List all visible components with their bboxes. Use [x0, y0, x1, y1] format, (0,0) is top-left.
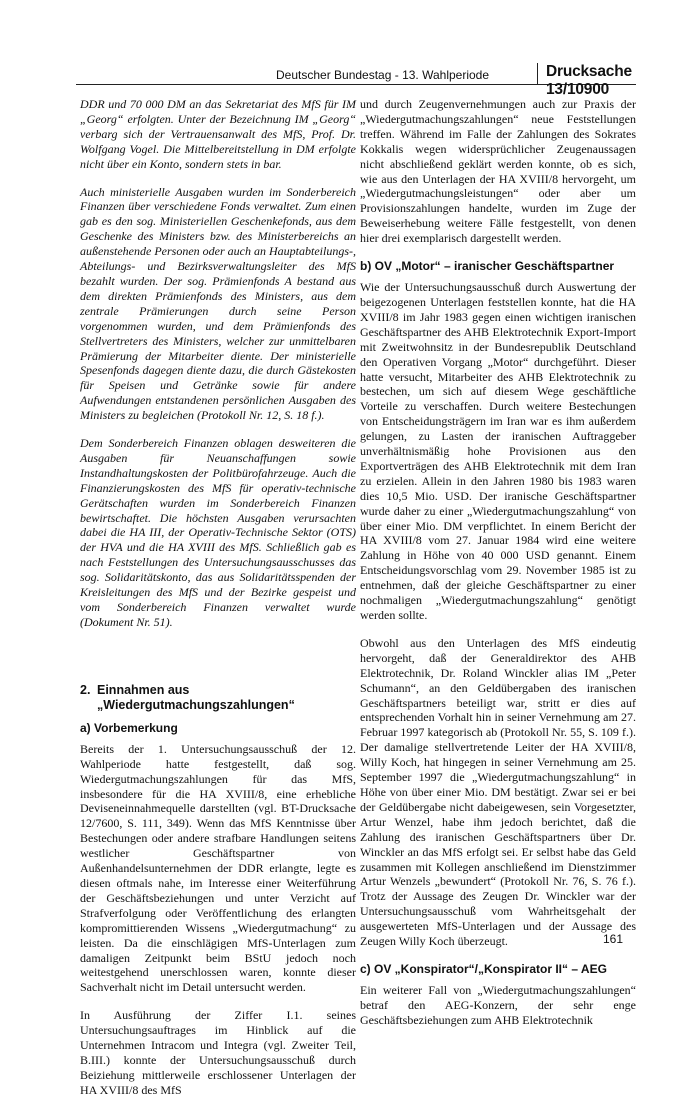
subheading-c: c) OV „Konspirator“/„Konspirator II“ – AEG [360, 961, 607, 976]
left-paragraph-5: In Ausführung der Ziffer I.1. seines Untersuchungsauftrages im Hinblick auf die Unternehmen Intracom und Integra (vgl. Zweiter Teil, B.III.) konnte der Untersuchungsausschuß durch Beiziehung mittlerweile erschlossener Unterlagen der HA XVIII/8 des MfS [80, 1008, 356, 1097]
left-paragraph-2: Auch ministerielle Ausgaben wurden im Sonderbereich Finanzen über verschiedene Fonds verwaltet. Zum einen gab es den sog. Ministeriellen Geschenkefonds, aus dem Geschenke des Ministers bzw. des Ministerbereichs an außenstehende Personen oder auch an Hauptabteilungs-, Abteilungs- und Bezirksverwaltungsleiter des MfS bezahlt wurden. Der sog. Prämienfonds A bestand aus dem direkten Prämienfonds des Ministers, aus dem zentrale Prämierungen durch seine Person vorgenommen wurden, und dem Prämienfonds des Stellvertreters des Ministers, welcher zur unmittelbaren Prämierung der Mitarbeiter diente. Der ministerielle Spesenfonds dagegen diente dazu, die durch Gästekosten für Speisen und Getränke sowie für andere Aufwendungen entstandenen persönlichen Ausgaben des Ministers zu begleichen (Protokoll Nr. 12, S. 18 f.). [80, 184, 356, 423]
left-paragraph-4: Bereits der 1. Untersuchungsausschuß der 12. Wahlperiode hatte festgestellt, daß sog. Wiedergutmachungszahlungen für das MfS, insbesondere für die HA XVIII/8, eine erhebliche Deviseneinnahmequelle darstellten (vgl. BT-Drucksache 12/7600, S. 111, 349). Wenn das MfS Kenntnisse über Bestechungen oder andere strafbare Handlungen seitens westlicher Geschäftspartner von Außenhandelsunternehmen der DDR erlangte, legte es diesen oftmals nahe, im Interesse einer Weiterführung der Geschäftsbeziehungen und unter Verzicht auf Strafverfolgung oder Veröffentlichung des erlangten kompromittierenden Wissens „Wiedergutmachung“ zu leisten. Da die einschlägigen MfS-Unterlagen zum damaligen Zeitpunkt beim BStU jedoch noch weitestgehend unerschlossen waren, konnte dieser Sachverhalt nicht im Detail untersucht werden. [80, 741, 356, 995]
section-title-line-1: Einnahmen aus [97, 682, 190, 697]
subheading-b: b) OV „Motor“ – iranischer Geschäftspartner [360, 259, 615, 274]
page-header [76, 60, 636, 98]
section-title-line-2: „Wiedergutmachungszahlungen“ [97, 697, 295, 712]
section-title [97, 683, 295, 713]
header-drucksache: Drucksache 13/10900 [546, 63, 632, 98]
left-paragraph-3: Dem Sonderbereich Finanzen oblagen desweiteren die Ausgaben für Neuanschaffungen sowie Instandhaltungskosten der Politbürofahrzeuge. Auch die Finanzierungskosten des MfS für operativ-technische Gerätschaften wurden im Sonderbereich Finanzen bewirtschaftet. Die höchsten Ausgaben verursachten dabei die HA III, der Operativ-Technische Sektor (OTS) der HVA und die HA XVIII des MfS. Schließlich gab es nach Feststellungen des Untersuchungsausschusses das sog. Solidaritätskonto, das aus Solidaritätsspenden der Kreisleitungen des MfS und der Bezirke gespeist und vom Sonderbereich Finanzen verwaltet wurde (Dokument Nr. 51). [80, 436, 356, 629]
section-spacer [80, 643, 356, 683]
right-paragraph-1: und durch Zeugenvernehmungen auch zur Praxis der „Wiedergutmachungszahlungen“ neue Feststellungen treffen. Während im Falle der Zahlungen des Sokrates Kokkalis wegen widersprüchlicher Zeugenaussagen nicht abschließend geklärt werden konnte, ob es sich, wie aus den Unterlagen der HA XVIII/8 hervorgeht, um „Wiedergutmachungsleistungen“ oder aber um Provisionszahlungen handelte, wurden im Zuge der Beweiserhebung weitere Fälle festgestellt, von denen hier drei exemplarisch dargestellt werden. [360, 97, 636, 246]
right-paragraph-3: Obwohl aus den Unterlagen des MfS eindeutig hervorgeht, daß der Generaldirektor des AHB Elektrotechnik, Dr. Roland Winckler alias IM „Peter Schumann“, an den Geldübergaben des iranischen Geschäftspartners beteiligt war, stritt er dies auf entsprechenden Vorhalt hin in seiner Vernehmung am 27. Februar 1997 kategorisch ab (Protokoll Nr. 55, S. 109 f.). Der damalige stellvertretende Leiter der HA XVIII/8, Willy Koch, hat hingegen in seiner Vernehmung am 25. September 1997 die „Wiedergutmachungszahlung“ in Höhe von über einer Mio. DM bestätigt. Zwar sei er bei der Geldübergabe nicht dabeigewesen, sein Vorgesetzter, Artur Wenzel, habe ihm jedoch berichtet, daß die Zahlung des iranischen Geschäftspartners über Dr. Winckler an das MfS erfolgt sei. Er selbst habe das Geld zusammen mit Kollegen anschließend im Dienstzimmer Artur Wenzels „bewundert“ (Protokoll Nr. 76, S. 76 f.). Trotz der Aussage des Zeugen Dr. Winckler war der Untersuchungsausschuß vom Wahrheitsgehalt der ausgewerteten MfS-Unterlagen und der Aussage des Zeugen Willy Koch überzeugt. [360, 635, 636, 949]
section-heading-2 [80, 683, 356, 713]
header-separator [537, 63, 538, 84]
left-paragraph-1: DDR und 70 000 DM an das Sekretariat des MfS für IM „Georg“ erfolgten. Unter der Bezeichnung IM „Georg“ verbarg sich der Vertrauensanwalt des MfS, Prof. Dr. Wolfgang Vogel. Die Mittelbereitstellung in DM erfolgte nicht über ein Konto, sondern stets in bar. [80, 97, 356, 171]
right-column [360, 97, 636, 1035]
left-column [80, 97, 356, 1111]
section-number: 2. [80, 682, 91, 697]
right-paragraph-4: Ein weiterer Fall von „Wiedergutmachungszahlungen“ betraf den AEG-Konzern, der sehr enge Geschäftsbeziehungen zum AHB Elektrotechnik [360, 982, 636, 1027]
page-number: 161 [603, 932, 624, 946]
subheading-a: a) Vorbemerkung [80, 720, 178, 735]
right-paragraph-2: Wie der Untersuchungsausschuß durch Auswertung der beigezogenen Unterlagen feststellen konnte, hat die HA XVIII/8 im Jahr 1983 gegen einen wichtigen iranischen Geschäftspartner des AHB Elektrotechnik Export-Import mit Zweitwohnsitz in der Bundesrepublik Deutschland den Operativen Vorgang „Motor“ durchgeführt. Dieser hatte versucht, Mitarbeiter des AHB Elektrotechnik zu bestechen, um sich auf diesem Wege geschäftliche Vorteile zu verschaffen. Durch weitere Bestechungen von Entscheidungsträgern im Iran war es ihm außerdem gelungen, zu Lasten der iranischen Auftraggeber unverhältnismäßig hohe Provisionen aus den Exportverträgen des AHB Elektrotechnik mit dem Iran zu erzielen. Allein in den Jahren 1980 bis 1983 waren dies 10,5 Mio. USD. Der iranische Geschäftspartner wurde daher zu einer „Wiedergutmachungszahlung“ von über einer Mio. DM verpflichtet. In einem Bericht der HA XVIII/8 vom 27. Januar 1984 wird eine weitere Zahlung in Höhe von 40 000 USD genannt. Einem Entscheidungsvorschlag vom 29. November 1985 ist zu entnehmen, daß der gleiche Geschäftspartner zu einer nochmaligen „Wiedergutmachungszahlung“ genötigt werden sollte. [360, 280, 636, 622]
header-series: Deutscher Bundestag - 13. Wahlperiode [276, 68, 490, 82]
